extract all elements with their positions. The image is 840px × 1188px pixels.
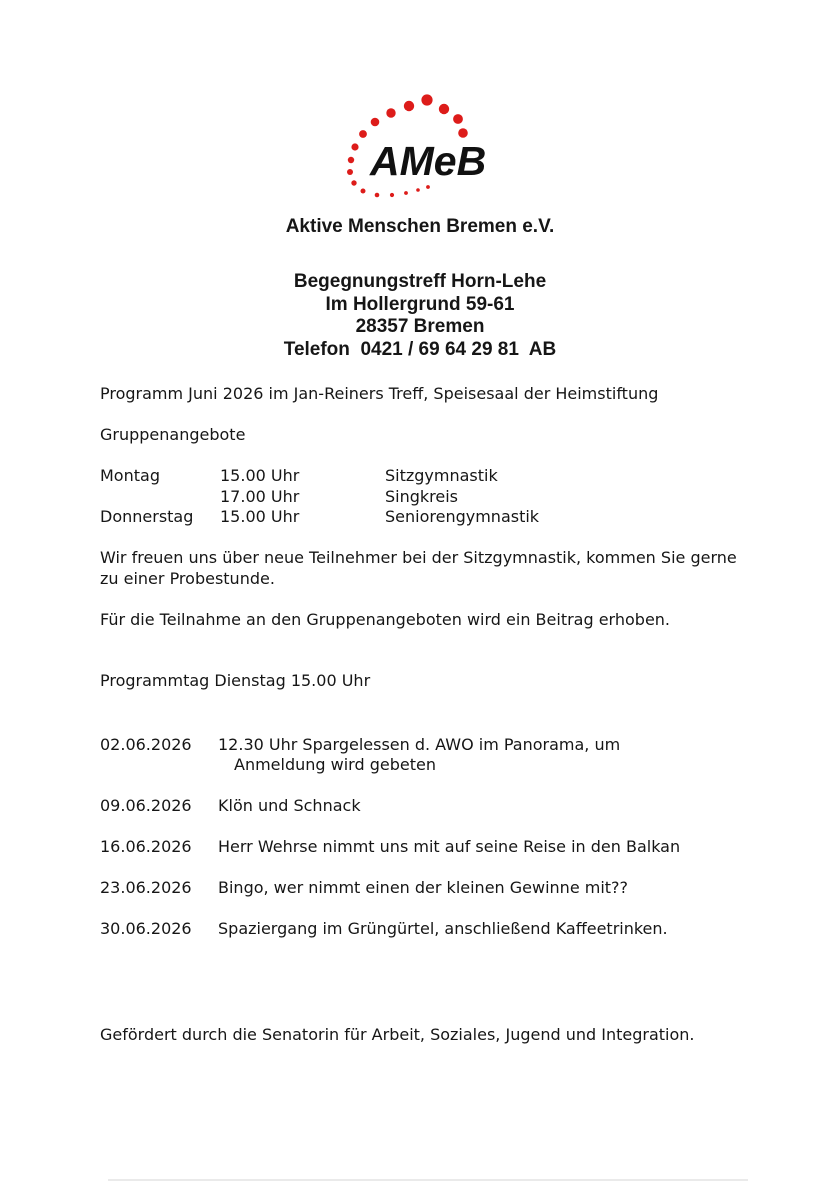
schedule-row	[100, 466, 740, 487]
event-description	[218, 919, 740, 940]
address-line-phone: Telefon 0421 / 69 64 29 81 AB	[283, 338, 557, 360]
event-description-line: Bingo, wer nimmt einen der kleinen Gewinne mit??	[218, 878, 629, 897]
page-edge-divider	[108, 1179, 748, 1181]
event-date: 16.06.2026	[100, 837, 192, 856]
event-description-line: 12.30 Uhr Spargelessen d. AWO im Panorama, um	[218, 734, 621, 754]
event-description	[218, 735, 740, 776]
event-description	[218, 837, 740, 858]
schedule-time: 15.00 Uhr	[220, 507, 300, 526]
funding-note: Gefördert durch die Senatorin für Arbeit, Soziales, Jugend und Integration.	[100, 1024, 695, 1044]
event-description-line: Anmeldung wird gebeten	[234, 755, 436, 774]
schedule-day: Montag	[100, 466, 160, 485]
schedule-activity: Sitzgymnastik	[385, 466, 498, 485]
event-row	[100, 878, 740, 899]
event-description-line: Spaziergang im Grüngürtel, anschließend Kaffeetrinken.	[218, 919, 668, 938]
ameb-logo-graphic	[330, 84, 512, 206]
program-body	[100, 384, 740, 1045]
ameb-logo	[330, 84, 512, 206]
event-description-line: Klön und Schnack	[218, 796, 361, 815]
schedule-time: 15.00 Uhr	[220, 466, 300, 485]
address-block	[0, 271, 840, 361]
event-row	[100, 837, 740, 858]
event-date: 09.06.2026	[100, 796, 192, 815]
org-name: Aktive Menschen Bremen e.V.	[285, 216, 555, 237]
logo-wordmark: AMeB	[370, 138, 487, 184]
schedule-day: Donnerstag	[100, 507, 194, 526]
address-line-city: 28357 Bremen	[355, 316, 485, 337]
schedule-row	[100, 507, 740, 528]
schedule-time: 17.00 Uhr	[220, 486, 300, 506]
event-row	[100, 796, 740, 817]
event-date: 30.06.2026	[100, 919, 192, 938]
address-line-street: Im Hollergrund 59-61	[325, 293, 515, 315]
program-intro: Programm Juni 2026 im Jan-Reiners Treff, Speisesaal der Heimstiftung	[100, 384, 659, 403]
event-description	[218, 878, 740, 899]
event-list	[100, 735, 740, 940]
event-description-line: Herr Wehrse nimmt uns mit auf seine Reise in den Balkan	[218, 837, 681, 856]
group-offers-heading: Gruppenangebote	[100, 425, 246, 444]
note-new-participants: Wir freuen uns über neue Teilnehmer bei der Sitzgymnastik, kommen Sie gerne zu einer Probestunde.	[100, 548, 737, 588]
group-schedule	[100, 466, 740, 528]
event-date: 23.06.2026	[100, 878, 192, 897]
address-line-venue: Begegnungstreff Horn-Lehe	[293, 271, 547, 292]
note-fee: Für die Teilnahme an den Gruppenangeboten wird ein Beitrag erhoben.	[100, 609, 671, 629]
event-row	[100, 919, 740, 940]
schedule-activity: Singkreis	[385, 486, 459, 506]
schedule-activity: Seniorengymnastik	[385, 507, 540, 526]
event-row	[100, 735, 740, 776]
schedule-day	[100, 487, 220, 508]
event-description	[218, 796, 740, 817]
event-date: 02.06.2026	[100, 734, 192, 754]
schedule-row	[100, 487, 740, 508]
program-day-heading: Programmtag Dienstag 15.00 Uhr	[100, 671, 371, 690]
